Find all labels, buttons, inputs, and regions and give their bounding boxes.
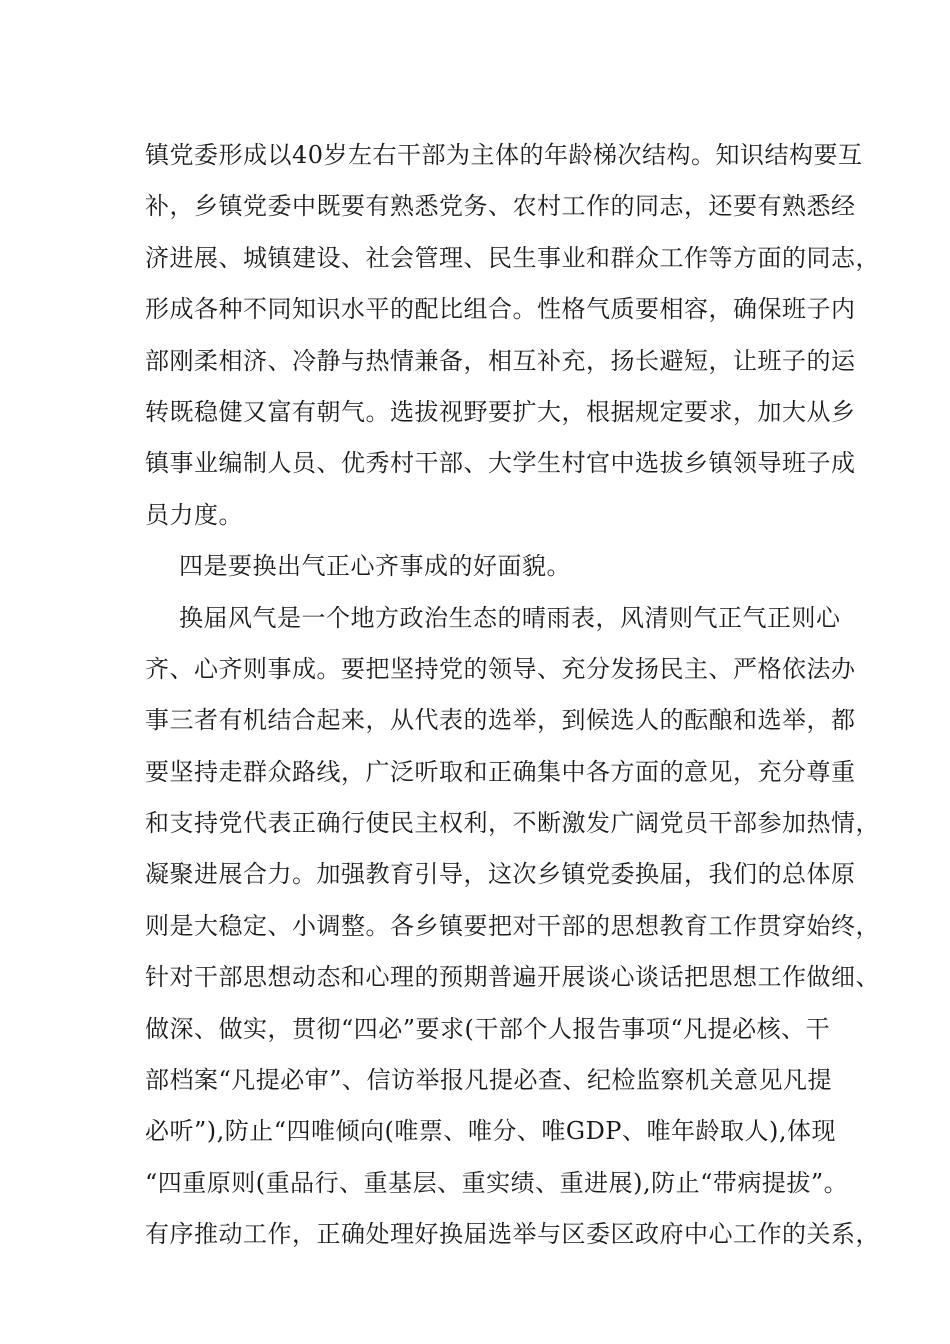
text-line: 要坚持走群众路线，广泛听取和正确集中各方面的意见，充分尊重 xyxy=(145,757,856,786)
body-text xyxy=(145,130,880,1261)
text-line: 换届风气是一个地方政治生态的晴雨表，风清则气正气正则心 xyxy=(179,603,841,632)
section-heading: 四是要换出气正心齐事成的好面貌。 xyxy=(179,552,571,581)
text-line: 补，乡镇党委中既要有熟悉党务、农村工作的同志，还要有熟悉经 xyxy=(145,192,856,221)
text-line: 济进展、城镇建设、社会管理、民生事业和群众工作等方面的同志， xyxy=(145,243,880,272)
text-line: 形成各种不同知识水平的配比组合。性格气质要相容，确保班子内 xyxy=(145,295,856,324)
text-line: 齐、心齐则事成。要把坚持党的领导、充分发扬民主、严格依法办 xyxy=(145,654,856,683)
text-line: 针对干部思想动态和心理的预期普遍开展谈心谈话把思想工作做细、 xyxy=(145,963,880,992)
text-line: 必听”),防止“四唯倾向(唯票、唯分、唯GDP、唯年龄取人),体现 xyxy=(145,1117,836,1146)
text-line: 转既稳健又富有朝气。选拔视野要扩大，根据规定要求，加大从乡 xyxy=(145,397,856,426)
text-line: 做深、做实，贯彻“四必”要求(干部个人报告事项“凡提必核、干 xyxy=(145,1014,831,1043)
text-line: 凝聚进展合力。加强教育引导，这次乡镇党委换届，我们的总体原 xyxy=(145,860,856,889)
text-line: 事三者有机结合起来，从代表的选举，到候选人的酝酿和选举，都 xyxy=(145,706,856,735)
text-line: 和支持党代表正确行使民主权利，不断激发广阔党员干部参加热情， xyxy=(145,809,880,838)
text-line: 有序推动工作，正确处理好换届选举与区委区政府中心工作的关系， xyxy=(145,1220,880,1249)
text-line: 部刚柔相济、冷静与热情兼备，相互补充，扬长避短，让班子的运 xyxy=(145,346,856,375)
text-line: 部档案“凡提必审”、信访举报凡提必查、纪检监察机关意见凡提 xyxy=(145,1066,833,1095)
text-line: “四重原则(重品行、重基层、重实绩、重进展),防止“带病提拔”。 xyxy=(145,1168,849,1197)
text-line: 员力度。 xyxy=(145,500,243,529)
text-line: 镇事业编制人员、优秀村干部、大学生村官中选拔乡镇领导班子成 xyxy=(145,449,856,478)
text-line: 镇党委形成以40岁左右干部为主体的年龄梯次结构。知识结构要互 xyxy=(145,141,863,169)
text-line: 则是大稳定、小调整。各乡镇要把对干部的思想教育工作贯穿始终， xyxy=(145,911,880,940)
